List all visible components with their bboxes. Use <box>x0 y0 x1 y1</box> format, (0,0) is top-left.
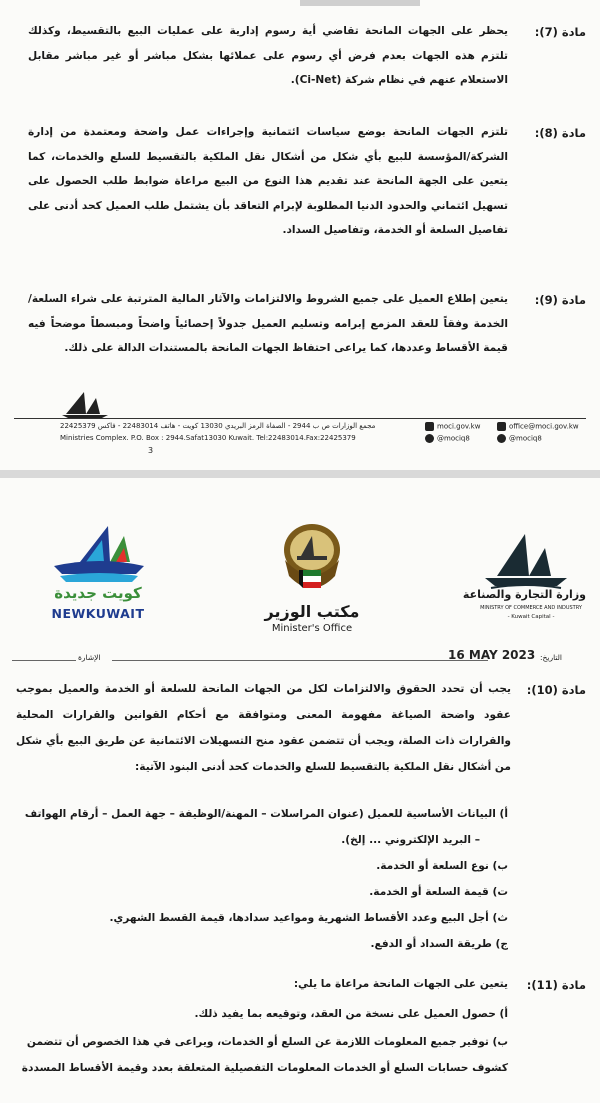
kuwait-emblem-icon <box>275 520 349 598</box>
date-line <box>112 660 488 661</box>
article-10-item-a: أ) البيانات الأساسية للعميل (عنوان المراسلات – المهنة/الوظيفة – جهة العمل – أرقام الهواتف <box>24 808 508 820</box>
newkuwait-logo-icon <box>50 522 148 584</box>
article-11-item-b: ب) توفير جميع المعلومات اللازمة عن السلع أو الخدمات، ويراعى في هذا الخصوص أن تتضمن <box>26 1036 508 1048</box>
ministry-subtitle: - Kuwait Capital - <box>507 614 555 620</box>
article-8-label: مادة (8): <box>534 126 586 140</box>
date-stamp: 16 MAY 2023 <box>448 648 536 662</box>
article-8-text: تلتزم الجهات المانحة بوضع سياسات ائتمانية وإجراءات عمل واضحة ومعتمدة من إدارة الشركة/المؤسسة للبيع بأي شكل من أشكال نقل الملكية بالتقسيط للسلع والخدمات، كما يتعين على الجهة المانحة عند تقديم هذا النوع من البيع مراعاة ضوابط طلب الحصول على تسهيل ائتماني والحدود الدنيا المطلوبة لإبرام التعاقد بأن يشتمل طلب العميل كحد أدنى على تفاصيل السلعة أو الخدمة، وتفاصيل السداد. <box>28 126 508 236</box>
article-7-text: يحظر على الجهات المانحة تقاضي أية رسوم إدارية على عمليات البيع بالتقسيط، وكذلك تلتزم هذه الجهات بعدم فرض أي رسوم على عملائها بشكل مباشر أو غير مباشر مقابل الاستعلام عنهم في نظام شركة (Ci-Net). <box>28 25 508 86</box>
article-11-item-b-cont: كشوف حسابات السلع أو الخدمات المعلومات التفصيلية المتعلقة بعدد وقيمة الأقساط المسددة <box>21 1062 508 1074</box>
document-page-4 <box>0 478 600 1103</box>
ministry-name-english: MINISTRY OF COMMERCE AND INDUSTRY <box>480 605 582 611</box>
footer-address-en: Ministries Complex. P.O. Box : 2944.Safat13030 Kuwait. Tel:22483014.Fax:22425379 <box>60 434 356 442</box>
newkuwait-english: NEWKUWAIT <box>51 606 145 621</box>
cut-off-text-fragment <box>300 0 420 6</box>
ministers-office-arabic: مكتب الوزير <box>264 602 360 621</box>
footer-email: office@moci.gov.kw <box>497 422 579 431</box>
twitter-icon <box>497 434 506 443</box>
footer-address-ar: مجمع الوزارات ص ب 2944 - الصفاة الرمز البريدي 13030 كويت - هاتف 22483014 - فاكس 22425379 <box>60 422 376 430</box>
article-10-item-c: ت) قيمة السلعة أو الخدمة. <box>369 886 508 898</box>
ministers-office-english: Minister's Office <box>271 623 353 634</box>
article-10-label: مادة (10): <box>526 683 586 697</box>
article-7-label: مادة (7): <box>534 25 586 39</box>
newkuwait-arabic: كويت جديدة <box>54 584 142 602</box>
footer-twitter: @mociq8 <box>497 434 542 443</box>
article-11-item-a: أ) حصول العميل على نسخة من العقد، وتوقيعه بما يفيد ذلك. <box>194 1008 508 1020</box>
article-11-intro: يتعين على الجهات المانحة مراعاة ما يلي: <box>293 978 508 990</box>
instagram-icon <box>425 434 434 443</box>
footer-rule <box>14 418 586 419</box>
ministry-name-arabic: وزارة التجارة والصناعة <box>462 588 586 601</box>
globe-icon <box>425 422 434 431</box>
article-10-item-b: ب) نوع السلعة أو الخدمة. <box>376 860 508 872</box>
article-10-item-e: ج) طريقة السداد أو الدفع. <box>370 938 508 950</box>
article-11-label: مادة (11): <box>526 978 586 992</box>
article-9-label: مادة (9): <box>534 293 586 307</box>
article-10-text: يجب أن تحدد الحقوق والالتزامات لكل من الجهات المانحة للسلعة أو الخدمة والعميل بموجب عقود واضحة الصياغة مفهومة المعنى ومتوافقة مع أحكام القوانين والقرارات المحلية والقرارات ذات الصلة، ويجب أن تتضمن عقود منح التسهيلات الائتمانية عن طريق البيع بأي شكل من أشكال نقل الملكية بالتقسيط للسلع والخدمات كحد أدنى البنود الآتية: <box>16 683 511 773</box>
article-10-item-a-cont: – البريد الإلكتروني ... إلخ). <box>341 834 480 846</box>
footer-instagram: @mociq8 <box>425 434 470 443</box>
mail-icon <box>497 422 506 431</box>
date-label: التاريخ: <box>540 653 562 662</box>
ship-footer-logo-icon <box>62 388 108 418</box>
article-9-text: يتعين إطلاع العميل على جميع الشروط والالتزامات والآثار المالية المترتبة على شراء السلعة/الخدمة وفقاً للعقد المزمع إبرامه وتسليم العميل جدولاً إحصائياً واضحاً ومبسطاً موضحاً فيه قيمة الأقساط وعددها، كما يراعى احتفاظ الجهات المانحة بالمستندات الدالة على ذلك. <box>28 293 508 354</box>
footer-web: moci.gov.kw <box>425 422 480 431</box>
reference-label: الإشارة <box>78 653 101 662</box>
ministry-ship-logo-icon <box>485 528 567 590</box>
page-number: 3 <box>148 446 154 455</box>
document-page-3 <box>0 0 600 470</box>
reference-line <box>12 660 76 661</box>
article-10-item-d: ث) أجل البيع وعدد الأقساط الشهرية ومواعيد سدادها، قيمة القسط الشهري. <box>109 912 508 924</box>
